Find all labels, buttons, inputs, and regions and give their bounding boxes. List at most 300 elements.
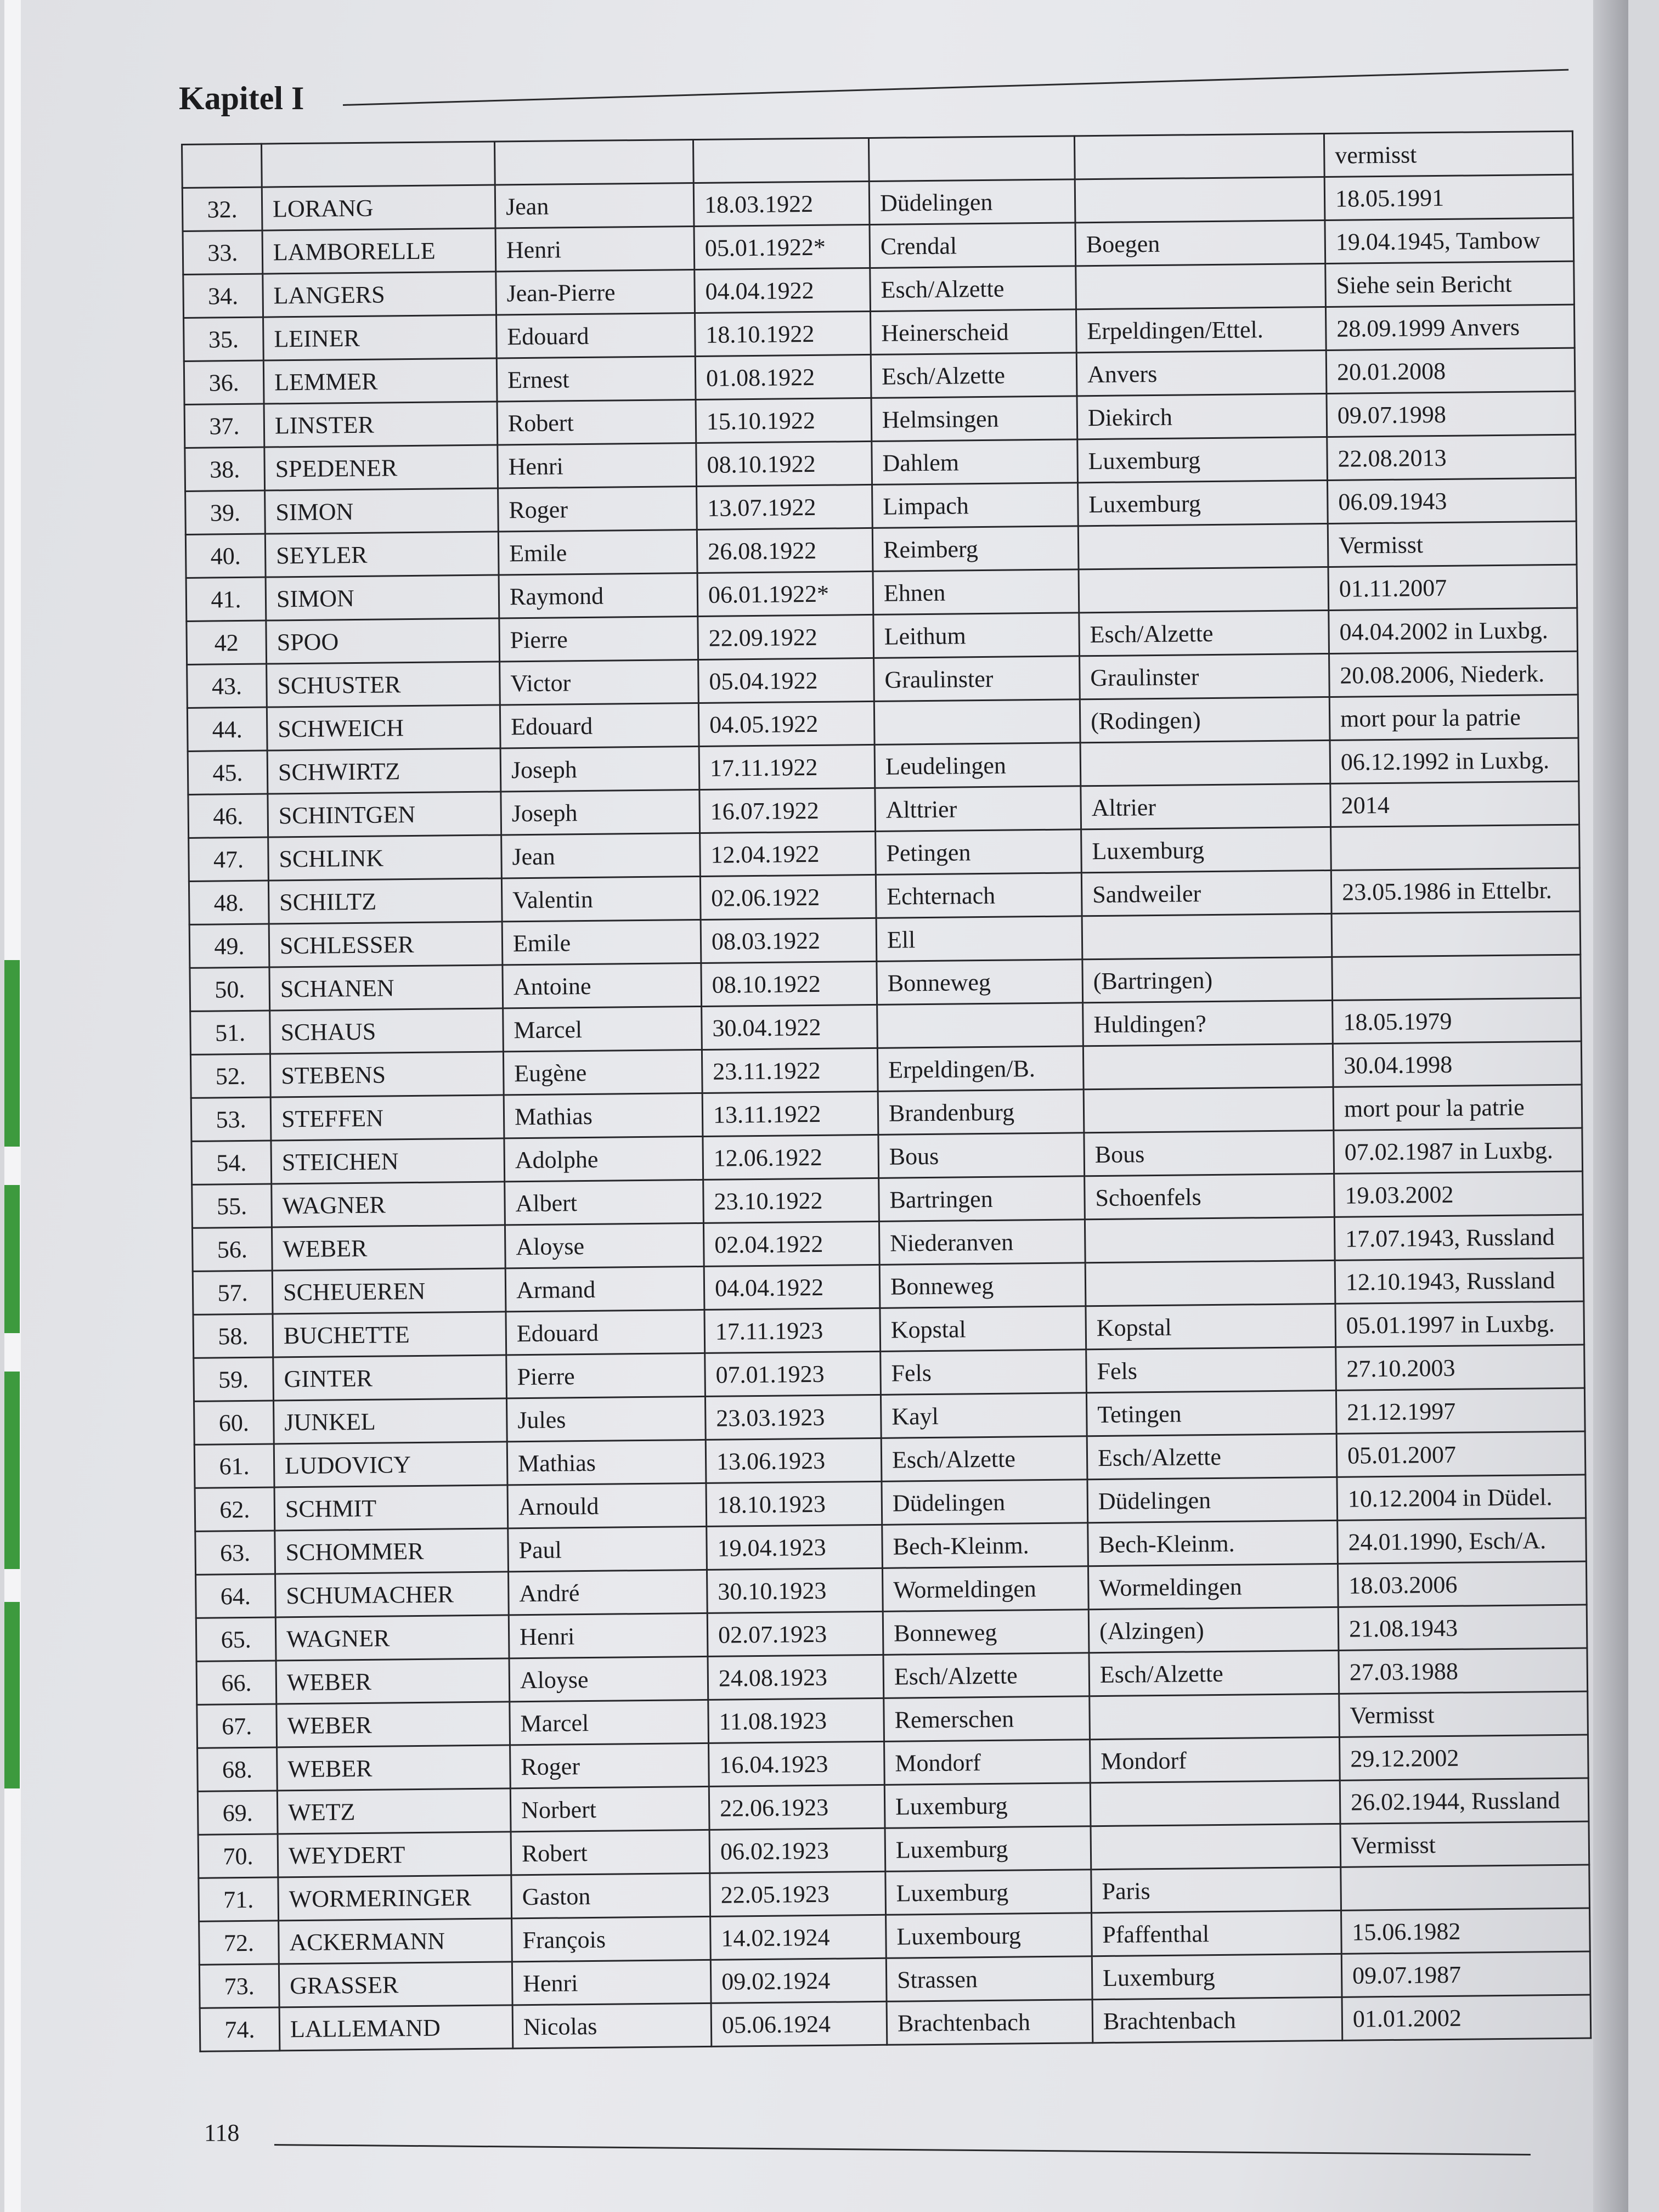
row-number: 38. [185, 447, 265, 491]
row-number: 41. [186, 577, 266, 621]
row-number: 68. [198, 1747, 278, 1791]
residence-cell: Anvers [1076, 350, 1327, 396]
remark-cell: 10.12.2004 in Düdel. [1337, 1475, 1586, 1520]
page-number: 118 [204, 2119, 240, 2146]
birth-date-cell: 30.10.1923 [707, 1568, 883, 1613]
remark-cell: 20.01.2008 [1326, 348, 1575, 393]
first-name-cell: Arnould [507, 1483, 707, 1528]
birthplace-cell: Remerschen [884, 1696, 1090, 1742]
surname-cell: SCHUMACHER [275, 1572, 509, 1617]
birth-date-cell: 04.04.1922 [695, 268, 871, 313]
birthplace-cell: Esch/Alzette [871, 353, 1077, 398]
birthplace-cell: Brandenburg [878, 1090, 1084, 1135]
row-number: 69. [198, 1791, 278, 1835]
first-name-cell: Edouard [500, 703, 699, 748]
remark-cell: mort pour la patrie [1329, 695, 1578, 740]
first-name-cell: Jules [506, 1396, 706, 1441]
residence-cell: Paris [1091, 1867, 1341, 1912]
residence-cell [1084, 1087, 1334, 1132]
row-number: 54. [191, 1141, 272, 1184]
first-name-cell: Raymond [499, 573, 698, 618]
birth-date-cell: 14.02.1924 [710, 1915, 887, 1960]
birthplace-cell [877, 1003, 1084, 1048]
first-name-cell: Aloyse [505, 1223, 704, 1268]
first-name-cell: Adolphe [504, 1136, 703, 1181]
surname-cell: SIMON [266, 575, 499, 620]
birth-date-cell: 23.03.1923 [705, 1395, 881, 1440]
remark-cell: 07.02.1987 in Luxbg. [1334, 1128, 1583, 1173]
birth-date-cell: 05.01.1922* [694, 224, 870, 269]
birthplace-cell: Düdelingen [882, 1480, 1088, 1525]
row-number: 58. [193, 1314, 273, 1358]
remark-cell: 01.11.2007 [1328, 565, 1577, 610]
row-number [182, 144, 262, 188]
residence-cell [1083, 1043, 1333, 1089]
first-name-cell: Henri [498, 443, 697, 488]
surname-cell: SPEDENER [264, 445, 498, 490]
green-edge-tab [4, 1602, 20, 1788]
first-name-cell: Norbert [510, 1786, 709, 1831]
birth-date-cell: 26.08.1922 [697, 528, 873, 573]
remark-cell [1341, 1865, 1590, 1910]
roster-table-wrap [181, 131, 1590, 2052]
surname-cell: WEBER [272, 1225, 505, 1271]
green-edge-tab [4, 1372, 20, 1569]
first-name-cell: François [512, 1916, 711, 1961]
row-number: 63. [195, 1531, 275, 1575]
first-name-cell: Antoine [503, 963, 702, 1008]
birth-date-cell: 04.04.1922 [704, 1265, 880, 1310]
birthplace-cell: Luxemburg [885, 1826, 1091, 1872]
first-name-cell: Henri [495, 227, 695, 272]
row-number: 44. [187, 707, 267, 751]
remark-cell: 19.03.2002 [1334, 1171, 1583, 1217]
remark-cell: 15.06.1982 [1341, 1908, 1590, 1954]
residence-cell: Brachtenbach [1092, 1997, 1342, 2042]
birth-date-cell: 12.06.1922 [703, 1135, 879, 1180]
birth-date-cell: 08.03.1922 [701, 918, 877, 963]
first-name-cell: Jean [501, 833, 701, 878]
first-name-cell: Mathias [507, 1440, 706, 1485]
remark-cell: 09.07.1998 [1327, 391, 1576, 437]
surname-cell: SCHLESSER [269, 922, 503, 967]
residence-cell: Luxemburg [1081, 827, 1331, 872]
birth-date-cell: 08.10.1922 [701, 961, 877, 1006]
residence-cell: Erpeldingen/Ettel. [1076, 307, 1326, 352]
remark-cell: 21.08.1943 [1338, 1605, 1587, 1650]
surname-cell: LANGERS [263, 272, 496, 317]
first-name-cell: Robert [511, 1830, 710, 1875]
surname-cell: LEINER [263, 315, 497, 360]
birth-date-cell: 06.02.1923 [709, 1828, 885, 1873]
birthplace-cell: Petingen [876, 830, 1082, 875]
birth-date-cell: 02.06.1922 [700, 874, 876, 919]
birth-date-cell: 16.04.1923 [709, 1741, 885, 1786]
birth-date-cell: 16.07.1922 [699, 788, 876, 833]
birth-date-cell: 13.07.1922 [697, 484, 873, 529]
residence-cell: Bech-Kleinm. [1088, 1520, 1338, 1566]
birthplace-cell: Bonneweg [877, 960, 1083, 1005]
residence-cell [1074, 134, 1324, 179]
birth-date-cell: 18.10.1923 [706, 1481, 882, 1526]
remark-cell: Vermisst [1339, 1691, 1588, 1737]
residence-cell: Luxemburg [1092, 1954, 1342, 1999]
remark-cell: vermisst [1324, 131, 1573, 177]
residence-cell: Bous [1084, 1130, 1334, 1176]
residence-cell [1085, 1260, 1335, 1306]
row-number: 33. [183, 230, 263, 274]
birthplace-cell: Ehnen [873, 569, 1079, 615]
first-name-cell: Pierre [506, 1353, 706, 1398]
birthplace-cell: Esch/Alzette [881, 1436, 1087, 1482]
residence-cell: Schoenfels [1085, 1173, 1335, 1219]
row-number: 51. [190, 1011, 270, 1054]
residence-cell: Esch/Alzette [1079, 610, 1329, 656]
birthplace-cell: Bonneweg [883, 1610, 1089, 1655]
first-name-cell: Ernest [496, 357, 696, 402]
first-name-cell: Emile [502, 919, 701, 964]
surname-cell: SCHUSTER [267, 662, 500, 707]
remark-cell: 23.05.1986 in Ettelbr. [1331, 868, 1580, 913]
birthplace-cell: Leithum [873, 613, 1080, 658]
first-name-cell: Roger [510, 1743, 709, 1788]
birthplace-cell: Reimberg [872, 526, 1079, 572]
remark-cell: 18.03.2006 [1338, 1561, 1587, 1607]
birth-date-cell: 18.03.1922 [693, 181, 870, 226]
residence-cell [1082, 913, 1332, 959]
surname-cell: LORANG [262, 185, 495, 230]
remark-cell: Siehe sein Bericht [1325, 261, 1575, 307]
row-number: 65. [196, 1617, 276, 1661]
surname-cell: LAMBORELLE [262, 228, 496, 274]
residence-cell: Huldingen? [1083, 1000, 1333, 1046]
birthplace-cell: Bech-Kleinm. [882, 1523, 1088, 1568]
birth-date-cell: 30.04.1922 [702, 1005, 878, 1049]
birthplace-cell: Esch/Alzette [870, 266, 1076, 312]
row-number: 53. [191, 1097, 271, 1141]
row-number: 67. [197, 1704, 277, 1748]
surname-cell: SCHWIRTZ [267, 748, 501, 794]
birth-date-cell: 22.06.1923 [709, 1785, 885, 1830]
surname-cell: SEYLER [265, 532, 499, 577]
surname-cell: WEBER [276, 1702, 510, 1747]
remark-cell: 2014 [1330, 781, 1579, 827]
remark-cell: 18.05.1979 [1333, 998, 1582, 1043]
birth-date-cell: 18.10.1922 [695, 311, 871, 356]
birth-date-cell: 17.11.1922 [699, 744, 875, 789]
remark-cell: 28.09.1999 Anvers [1325, 304, 1575, 350]
surname-cell: SCHINTGEN [268, 792, 501, 837]
birthplace-cell: Kayl [881, 1393, 1087, 1438]
first-name-cell: Albert [505, 1180, 704, 1224]
residence-cell: Altrier [1081, 783, 1331, 829]
first-name-cell: Armand [505, 1266, 704, 1311]
residence-cell: Luxemburg [1077, 437, 1328, 482]
remark-cell: 27.03.1988 [1339, 1648, 1588, 1694]
birthplace-cell: Bous [878, 1133, 1085, 1178]
surname-cell: WAGNER [272, 1182, 505, 1227]
page-gutter-shadow [1593, 0, 1628, 2212]
first-name-cell: Joseph [500, 746, 699, 791]
birthplace-cell: Mondorf [884, 1740, 1091, 1785]
first-name-cell: Victor [500, 659, 699, 704]
birth-date-cell: 19.04.1923 [707, 1525, 883, 1570]
birthplace-cell: Bonneweg [879, 1263, 1086, 1308]
first-name-cell: Aloyse [509, 1656, 708, 1701]
birthplace-cell: Niederanven [879, 1220, 1085, 1265]
surname-cell: WETZ [277, 1788, 511, 1834]
birth-date-cell: 01.08.1922 [695, 354, 871, 399]
residence-cell: Boegen [1075, 220, 1325, 266]
birthplace-cell: Erpeldingen/B. [877, 1046, 1084, 1092]
birth-date-cell: 05.04.1922 [698, 658, 874, 703]
birthplace-cell: Brachtenbach [887, 2000, 1093, 2045]
residence-cell: (Bartringen) [1082, 957, 1333, 1002]
row-number: 57. [193, 1271, 273, 1314]
surname-cell: WEBER [276, 1658, 510, 1704]
surname-cell: WEBER [277, 1745, 511, 1791]
residence-cell: Mondorf [1090, 1737, 1340, 1782]
row-number: 70. [198, 1834, 278, 1878]
first-name-cell: Mathias [504, 1093, 703, 1138]
row-number: 37. [184, 404, 264, 448]
roster-table [181, 131, 1592, 2052]
remark-cell: 29.12.2002 [1339, 1735, 1588, 1780]
residence-cell: Sandweiler [1081, 870, 1331, 916]
first-name-cell: Eugène [503, 1049, 702, 1094]
chapter-title: Kapitel I [179, 80, 304, 116]
residence-cell: Esch/Alzette [1089, 1650, 1339, 1696]
surname-cell: SCHANEN [269, 965, 503, 1011]
first-name-cell: Edouard [496, 313, 696, 358]
birthplace-cell: Bartringen [879, 1176, 1085, 1222]
remark-cell: 21.12.1997 [1336, 1388, 1585, 1434]
roster-table-body [182, 131, 1591, 2051]
birth-date-cell: 08.10.1922 [696, 441, 872, 486]
first-name-cell: Paul [508, 1526, 707, 1571]
surname-cell: LALLEMAND [279, 2005, 513, 2051]
birthplace-cell: Wormeldingen [882, 1566, 1088, 1612]
residence-cell: Tetingen [1086, 1390, 1336, 1436]
row-number: 64. [196, 1574, 276, 1618]
birth-date-cell: 04.05.1922 [698, 701, 874, 746]
first-name-cell: Marcel [510, 1700, 709, 1745]
surname-cell: SCHMIT [274, 1485, 508, 1531]
birth-date-cell: 17.11.1923 [704, 1308, 881, 1353]
first-name-cell: Pierre [499, 616, 698, 661]
birthplace-cell [868, 136, 1075, 182]
birth-date-cell: 06.01.1922* [697, 571, 873, 616]
row-number: 62. [195, 1487, 275, 1531]
surname-cell: STEBENS [270, 1052, 504, 1097]
surname-cell: SCHEUEREN [272, 1268, 506, 1314]
surname-cell: GINTER [273, 1355, 507, 1401]
birthplace-cell: Düdelingen [869, 179, 1075, 225]
birth-date-cell: 15.10.1922 [696, 398, 872, 443]
birth-date-cell: 12.04.1922 [700, 831, 876, 876]
remark-cell: 06.09.1943 [1327, 478, 1576, 523]
remark-cell: 19.04.1945, Tambow [1325, 218, 1574, 263]
birthplace-cell: Helmsingen [871, 396, 1077, 442]
birthplace-cell: Crendal [870, 223, 1076, 268]
birthplace-cell: Ell [876, 916, 1082, 962]
first-name-cell: Marcel [503, 1006, 702, 1051]
residence-cell [1076, 263, 1326, 309]
surname-cell: SPOO [266, 618, 500, 664]
row-number: 45. [188, 751, 268, 794]
green-edge-tab [4, 1185, 20, 1333]
surname-cell: SIMON [265, 488, 499, 534]
first-name-cell: Valentin [501, 876, 701, 921]
row-number: 56. [192, 1227, 272, 1271]
birthplace-cell: Kopstal [880, 1306, 1086, 1352]
birthplace-cell: Heinerscheid [870, 309, 1076, 355]
residence-cell: Kopstal [1086, 1304, 1336, 1349]
remark-cell: 17.07.1943, Russland [1334, 1215, 1583, 1260]
surname-cell [262, 142, 495, 187]
surname-cell: SCHOMMER [275, 1528, 509, 1574]
surname-cell: LUDOVICY [274, 1442, 507, 1487]
birth-date-cell: 22.09.1922 [698, 614, 874, 659]
birthplace-cell: Strassen [886, 1956, 1092, 2002]
birthplace-cell: Alttrier [875, 786, 1081, 832]
surname-cell: JUNKEL [273, 1398, 507, 1444]
surname-cell: WEYDERT [278, 1832, 511, 1877]
surname-cell: BUCHETTE [273, 1312, 506, 1357]
birth-date-cell: 24.08.1923 [708, 1655, 884, 1700]
residence-cell: Wormeldingen [1088, 1564, 1338, 1609]
remark-cell: 09.07.1987 [1341, 1951, 1590, 1997]
remark-cell: 30.04.1998 [1333, 1041, 1582, 1087]
remark-cell: 12.10.1943, Russland [1335, 1258, 1584, 1304]
residence-cell: Pfaffenthal [1092, 1910, 1342, 1956]
remark-cell: 05.01.2007 [1336, 1431, 1585, 1477]
surname-cell: STEFFEN [270, 1095, 504, 1141]
row-number: 47. [189, 837, 269, 881]
residence-cell [1090, 1780, 1340, 1826]
residence-cell: (Alzingen) [1088, 1607, 1339, 1652]
birth-date-cell: 13.11.1922 [702, 1091, 878, 1136]
surname-cell: WAGNER [275, 1615, 509, 1661]
residence-cell: Esch/Alzette [1087, 1434, 1337, 1479]
remark-cell: Vermisst [1340, 1821, 1589, 1867]
residence-cell: Luxemburg [1078, 480, 1328, 526]
first-name-cell: Emile [498, 530, 697, 575]
remark-cell: 18.05.1991 [1324, 174, 1573, 220]
remark-cell: 05.01.1997 in Luxbg. [1335, 1301, 1584, 1347]
birth-date-cell: 05.06.1924 [711, 2001, 887, 2046]
first-name-cell [494, 140, 693, 185]
first-name-cell: Jean [495, 183, 694, 228]
remark-cell [1331, 911, 1581, 957]
row-number: 40. [185, 534, 266, 578]
birth-date-cell: 23.10.1922 [703, 1178, 879, 1223]
surname-cell: SCHWEICH [267, 705, 500, 751]
residence-cell [1079, 567, 1329, 612]
first-name-cell: André [509, 1570, 708, 1615]
birth-date-cell [693, 138, 869, 183]
row-number: 73. [199, 1964, 279, 2008]
residence-cell [1090, 1694, 1340, 1739]
surname-cell: LINSTER [264, 402, 498, 447]
row-number: 55. [192, 1184, 272, 1228]
row-number: 52. [190, 1054, 270, 1098]
first-name-cell: Henri [512, 1960, 711, 2005]
first-name-cell: Joseph [501, 789, 700, 834]
birthplace-cell: Luxemburg [885, 1870, 1092, 1915]
row-number: 35. [184, 317, 264, 361]
row-number: 39. [185, 490, 266, 534]
surname-cell: LEMMER [263, 358, 497, 404]
first-name-cell: Edouard [506, 1310, 705, 1355]
row-number: 32. [182, 187, 262, 231]
remark-cell: 01.01.2002 [1342, 1995, 1591, 2040]
birthplace-cell: Luxembourg [886, 1913, 1092, 1959]
birthplace-cell: Fels [881, 1350, 1087, 1395]
row-number: 49. [189, 924, 269, 968]
surname-cell: SCHILTZ [268, 878, 502, 924]
remark-cell: Vermisst [1328, 521, 1577, 567]
surname-cell: ACKERMANN [279, 1918, 512, 1964]
row-number: 36. [184, 360, 264, 404]
row-number: 61. [194, 1444, 274, 1488]
row-number: 42 [187, 620, 267, 664]
remark-cell: 20.08.2006, Niederk. [1329, 651, 1578, 697]
birthplace-cell [874, 699, 1080, 745]
birthplace-cell: Echternach [876, 873, 1082, 918]
birth-date-cell: 23.11.1922 [702, 1048, 878, 1093]
row-number: 60. [194, 1401, 274, 1444]
residence-cell [1080, 740, 1330, 786]
remark-cell [1332, 955, 1581, 1000]
surname-cell: STEICHEN [271, 1138, 505, 1184]
birth-date-cell: 13.06.1923 [706, 1438, 882, 1483]
row-number: 71. [199, 1877, 279, 1921]
birth-date-cell: 02.07.1923 [707, 1611, 883, 1656]
remark-cell [1331, 825, 1580, 870]
residence-cell [1075, 177, 1325, 222]
birth-date-cell: 02.04.1922 [703, 1221, 879, 1266]
row-number: 46. [188, 794, 268, 838]
residence-cell: Düdelingen [1087, 1477, 1338, 1522]
row-number: 34. [183, 274, 263, 318]
first-name-cell: Gaston [511, 1873, 710, 1918]
row-number: 74. [200, 2007, 280, 2051]
surname-cell: SCHAUS [270, 1008, 504, 1054]
remark-cell: 22.08.2013 [1327, 435, 1576, 480]
row-number: 48. [189, 881, 269, 924]
first-name-cell: Jean-Pierre [496, 270, 695, 315]
remark-cell: 26.02.1944, Russland [1340, 1778, 1589, 1824]
first-name-cell: Henri [509, 1613, 708, 1658]
birth-date-cell: 11.08.1923 [708, 1698, 884, 1743]
residence-cell: Fels [1086, 1347, 1336, 1392]
birth-date-cell: 07.01.1923 [705, 1351, 881, 1396]
birth-date-cell: 09.02.1924 [710, 1958, 887, 2003]
birthplace-cell: Leudelingen [874, 743, 1081, 788]
residence-cell [1091, 1824, 1341, 1869]
remark-cell: 27.10.2003 [1336, 1345, 1585, 1390]
birth-date-cell: 22.05.1923 [710, 1871, 886, 1916]
residence-cell [1085, 1217, 1335, 1262]
green-edge-tab [4, 960, 20, 1147]
row-number: 50. [190, 967, 270, 1011]
residence-cell: (Rodingen) [1080, 697, 1330, 742]
surname-cell: GRASSER [279, 1962, 512, 2007]
row-number: 59. [194, 1357, 274, 1401]
remark-cell: 06.12.1992 in Luxbg. [1330, 738, 1579, 783]
row-number: 66. [196, 1661, 276, 1705]
